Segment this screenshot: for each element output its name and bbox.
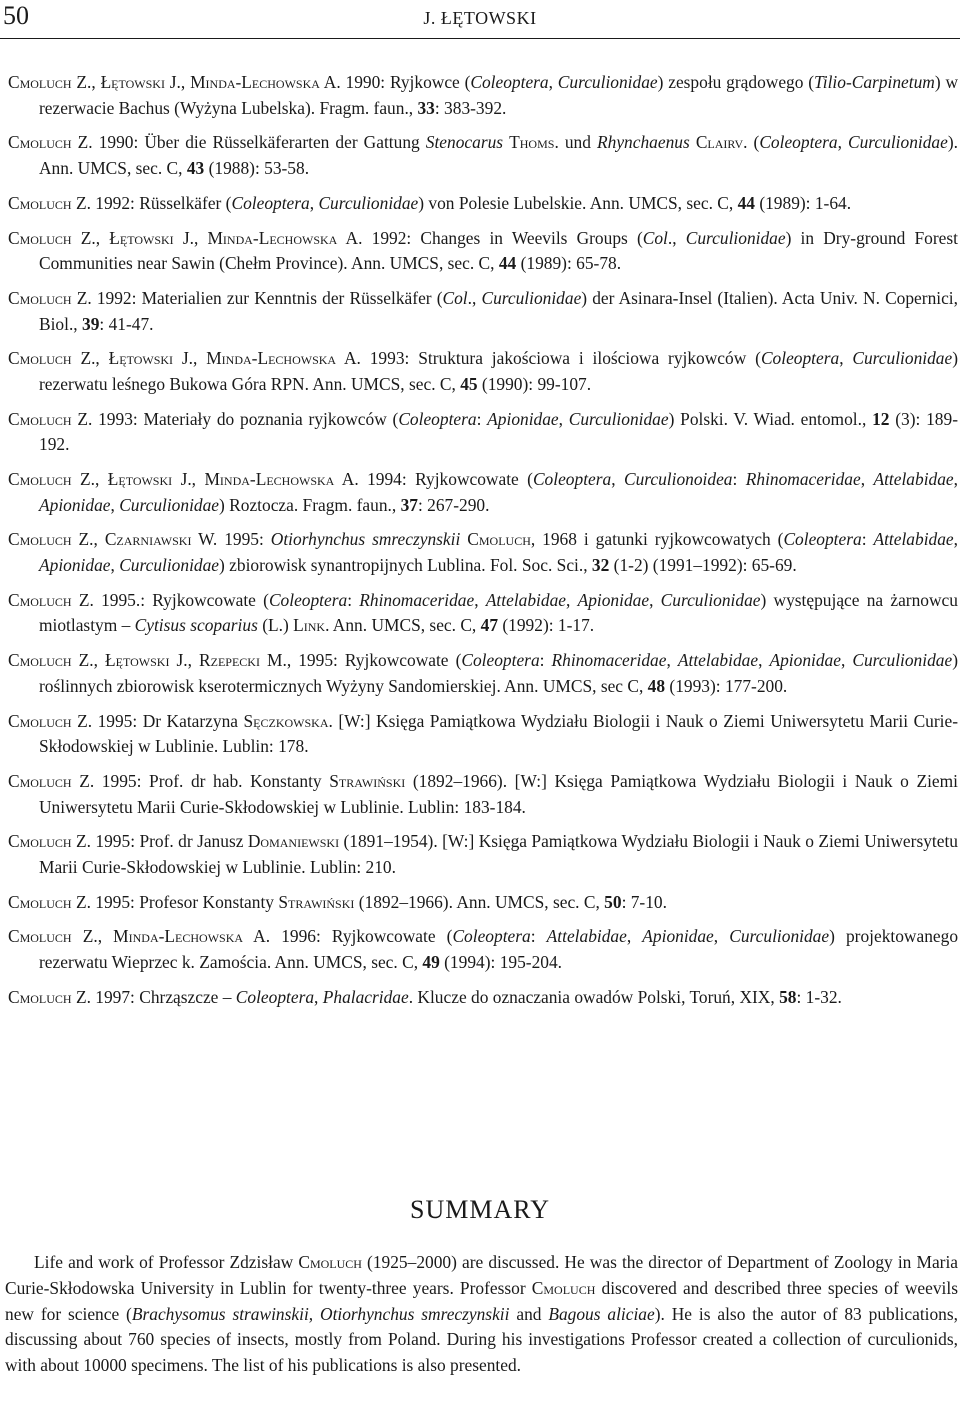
reference-entry: Cmoluch Z., Minda-Lechowska A. 1996: Ryjkowcowate (Coleoptera: Attelabidae, Apionidae, Curculionidae) projektowanego rezerwatu Wieprzec k. Zamościa. Ann. UMCS, sec. C, 49 (1994): 195-204. xyxy=(8,926,959,973)
reference-entry: Cmoluch Z., Łętowski J., Rzepecki M., 1995: Ryjkowcowate (Coleoptera: Rhinomaceridae, Attelabidae, Apionidae, Curculionidae) roślinnych zbiorowisk kserotermicznych Wyżyny Sandomierskiej. Ann. UMCS, sec C, 48 (1993): 177-200. xyxy=(8,650,958,696)
summary-heading: SUMMARY xyxy=(410,1195,550,1224)
reference-entry: Cmoluch Z., Łętowski J., Minda-Lechowska A. 1990: Ryjkowce (Coleoptera, Curculionidae) zespołu grądowego (Tilio-Carpinetum) w rezerwacie Bachus (Wyżyna Lubelska). Fragm. faun., 33: 383-392. xyxy=(8,72,959,118)
reference-entry: Cmoluch Z. 1993: Materiały do poznania ryjkowców (Coleoptera: Apionidae, Curculionidae) Polski. V. Wiad. entomol., 12 (3): 189-192. xyxy=(8,408,958,455)
reference-entry: Cmoluch Z. 1990: Über die Rüsselkäferarten der Gattung Stenocarus Thoms. und Rhynchaenus Clairv. (Coleoptera, Curculionidae). Ann. UMCS, sec. C, 43 (1988): 53-58. xyxy=(8,132,958,178)
header-rule xyxy=(0,38,960,39)
reference-entry: Cmoluch Z., Łętowski J., Minda-Lechowska A. 1992: Changes in Weevils Groups (Col., Curculionidae) in Dry-ground Forest Communities near Sawin (Chełm Province). Ann. UMCS, sec. C, 44 (1989): 65-78. xyxy=(8,227,958,274)
summary-text: Life and work of Professor Zdzisław Cmoluch (1925–2000) are discussed. He was the director of Department of Zoology in Maria Curie-Skłodowska University in Lublin for twenty-three years. Professor Cmoluch discovered and described three species of weevils new for science (Brachysomus strawinskii, Otiorhynchus smreczynskii and Bagous aliciae). He is also the autor of 83 publications, discussing about 760 species of insects, mostly from Poland. During his investigations Professor created a collection of curculionids, with about 10000 specimens. The list of his publications is also presented. xyxy=(5,1252,959,1376)
reference-entry: Cmoluch Z. 1995: Prof. dr hab. Konstanty Strawiński (1892–1966). [W:] Księga Pamiątkowa Wydziału Biologii i Nauk o Ziemi Uniwersytetu Marii Curie-Skłodowskiej w Lublinie. Lublin: 183-184. xyxy=(8,770,959,817)
reference-entry: Cmoluch Z. 1997: Chrząszcze – Coleoptera, Phalacridae. Klucze do oznaczania owadów Polski, Toruń, XIX, 58: 1-32. xyxy=(8,986,842,1007)
reference-entry: Cmoluch Z. 1992: Materialien zur Kenntnis der Rüsselkäfer (Col., Curculionidae) der Asinara-Insel (Italien). Acta Univ. N. Copernici, Biol., 39: 41-47. xyxy=(8,287,958,334)
reference-list xyxy=(8,70,958,1020)
page-number: 50 xyxy=(3,1,29,30)
reference-entry: Cmoluch Z. 1995: Profesor Konstanty Strawiński (1892–1966). Ann. UMCS, sec. C, 50: 7-10. xyxy=(8,891,667,912)
running-title: J. ŁĘTOWSKI xyxy=(423,8,537,28)
reference-entry: Cmoluch Z., Łętowski J., Minda-Lechowska A. 1994: Ryjkowcowate (Coleoptera, Curculionoidea: Rhinomaceridae, Attelabidae, Apionidae, Curculionidae) Roztocza. Fragm. faun., 37: 267-290. xyxy=(8,469,958,515)
reference-entry: Cmoluch Z. 1995.: Ryjkowcowate (Coleoptera: Rhinomaceridae, Attelabidae, Apionidae, Curculionidae) występujące na żarnowcu miotlastym – Cytisus scoparius (L.) Link. Ann. UMCS, sec. C, 47 (1992): 1-17. xyxy=(8,589,958,636)
reference-entry: Cmoluch Z. 1995: Prof. dr Janusz Domaniewski (1891–1954). [W:] Księga Pamiątkowa Wydziału Biologii i Nauk o Ziemi Uniwersytetu Marii Curie-Skłodowskiej w Lublinie. Lublin: 210. xyxy=(8,831,958,877)
running-head xyxy=(0,0,960,38)
reference-entry: Cmoluch Z. 1995: Dr Katarzyna Sęczkowska. [W:] Księga Pamiątkowa Wydziału Biologii i Nauk o Ziemi Uniwersytetu Marii Curie-Skłodowskiej w Lublinie. Lublin: 178. xyxy=(8,710,958,757)
reference-entry: Cmoluch Z., Łętowski J., Minda-Lechowska A. 1993: Struktura jakościowa i ilościowa ryjkowców (Coleoptera, Curculionidae) rezerwatu leśnego Bukowa Góra RPN. Ann. UMCS, sec. C, 45 (1990): 99-107. xyxy=(8,348,959,394)
reference-entry: Cmoluch Z., Czarniawski W. 1995: Otiorhynchus smreczynskii Cmoluch, 1968 i gatunki ryjkowcowatych (Coleoptera: Attelabidae, Apionidae, Curculionidae) zbiorowisk synantropijnych Lublina. Fol. Soc. Sci., 32 (1-2) (1991–1992): 65-69. xyxy=(8,529,958,575)
reference-entry: Cmoluch Z. 1992: Rüsselkäfer (Coleoptera, Curculionidae) von Polesie Lubelskie. Ann. UMCS, sec. C, 44 (1989): 1-64. xyxy=(8,192,852,213)
